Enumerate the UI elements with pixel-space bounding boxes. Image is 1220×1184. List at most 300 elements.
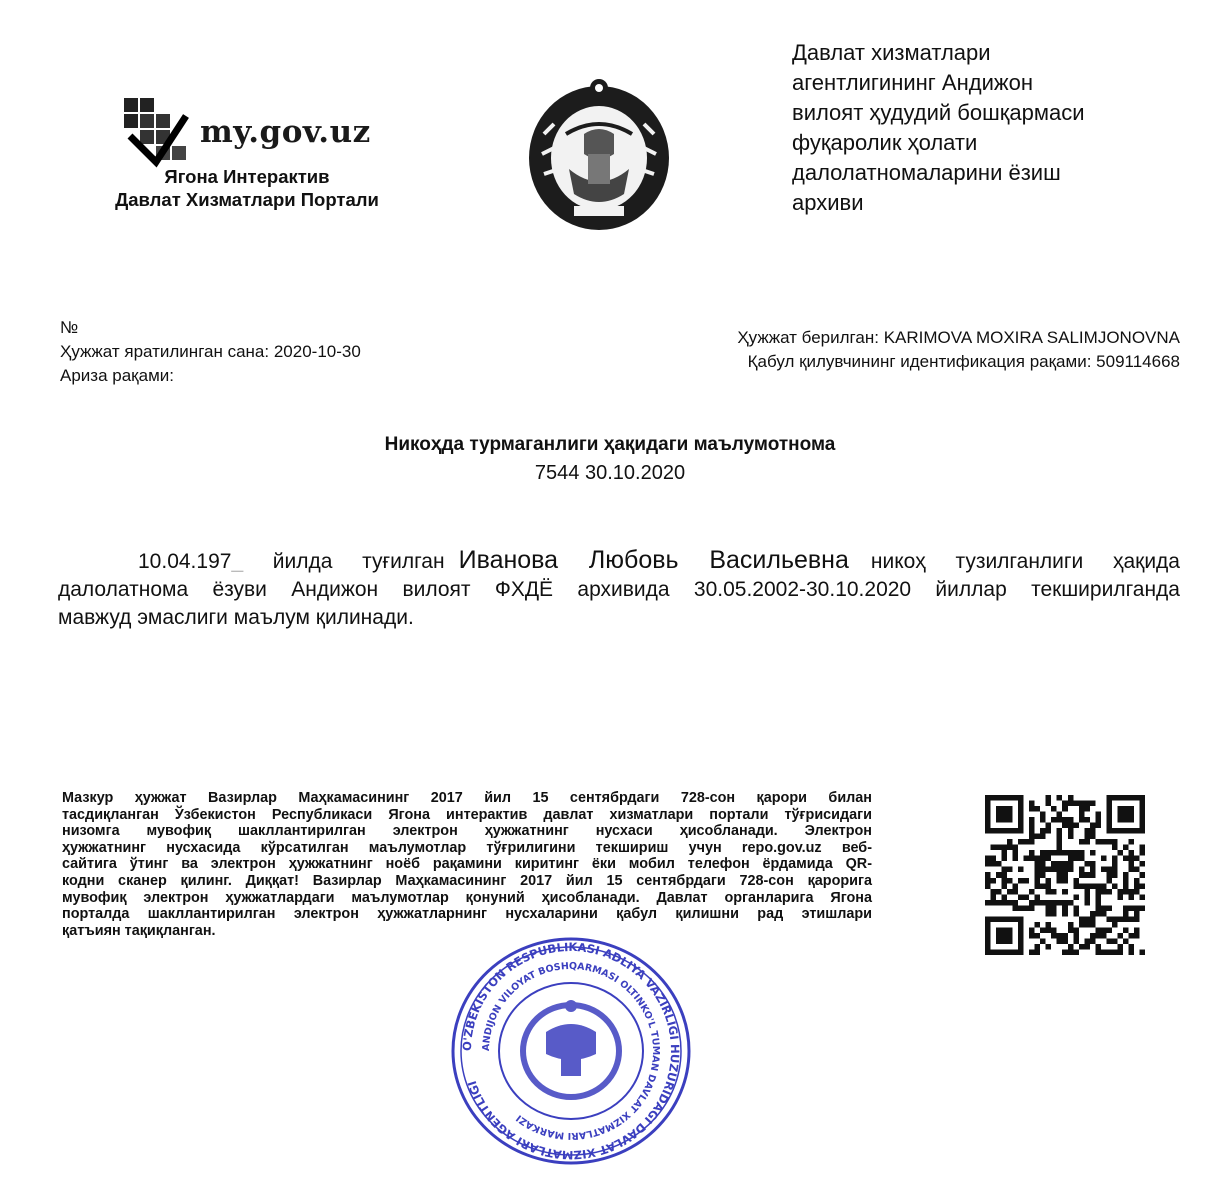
body-line: мавжуд эмаслиги маълум қилинади. — [58, 606, 414, 629]
qr-module — [1029, 900, 1035, 906]
qr-module — [1101, 933, 1107, 939]
qr-module — [991, 894, 997, 900]
qr-module — [1079, 817, 1085, 823]
qr-module — [1079, 801, 1085, 807]
qr-module — [996, 845, 1002, 851]
qr-module — [1068, 867, 1074, 873]
qr-module — [1062, 867, 1068, 873]
qr-module — [1057, 812, 1063, 818]
qr-module — [1079, 812, 1085, 818]
qr-module — [1073, 823, 1079, 829]
qr-module — [1128, 861, 1134, 867]
created-date-label: Ҳужжат яратилинган сана: — [60, 342, 270, 361]
qr-module — [1018, 894, 1024, 900]
qr-module — [1139, 872, 1145, 878]
qr-module — [1090, 850, 1096, 856]
qr-module — [1046, 795, 1052, 801]
qr-module — [1090, 916, 1096, 922]
state-emblem-icon — [514, 74, 684, 234]
qr-module — [996, 889, 1002, 895]
certificate-body — [58, 546, 1180, 632]
qr-module — [1084, 922, 1090, 928]
qr-module — [1090, 823, 1096, 829]
qr-module — [1073, 905, 1079, 911]
agency-line: агентлигининг Андижон — [792, 70, 1033, 95]
agency-line: далолатномаларини ёзиш — [792, 160, 1061, 185]
qr-module — [1084, 883, 1090, 889]
qr-module — [1018, 839, 1024, 845]
qr-module — [1002, 845, 1008, 851]
qr-module — [1046, 823, 1052, 829]
qr-module — [1112, 839, 1118, 845]
portal-checkmark-icon — [122, 96, 192, 168]
qr-module — [996, 861, 1002, 867]
document-number-date: 7544 30.10.2020 — [534, 462, 686, 484]
qr-module — [1084, 834, 1090, 840]
qr-module — [1128, 889, 1134, 895]
qr-module — [1035, 922, 1041, 928]
qr-module — [1024, 905, 1030, 911]
qr-module — [1134, 856, 1140, 862]
qr-module — [1101, 927, 1107, 933]
qr-module — [1035, 834, 1041, 840]
note-line: низомга мувофиқ шакллантирилган электрон ҳужжатнинг нусхаси ҳисобланади. Электрон — [62, 823, 872, 840]
qr-module — [1057, 872, 1063, 878]
qr-module — [1090, 883, 1096, 889]
qr-module — [1068, 861, 1074, 867]
qr-module — [1002, 872, 1008, 878]
qr-module — [1068, 817, 1074, 823]
qr-module — [1095, 927, 1101, 933]
qr-module — [1079, 872, 1085, 878]
qr-module — [1029, 801, 1035, 807]
note-line: ҳужжатнинг нусхасида кўрсатилган маълумотлар тўғрилигини текшириш учун repo.gov.uz веб- — [62, 839, 872, 856]
qr-module — [1029, 850, 1035, 856]
qr-module — [1112, 872, 1118, 878]
qr-module — [1123, 856, 1129, 862]
qr-module — [1139, 861, 1145, 867]
qr-module — [1073, 894, 1079, 900]
qr-module — [1079, 806, 1085, 812]
qr-module — [1079, 883, 1085, 889]
qr-module — [1134, 878, 1140, 884]
qr-module — [1123, 927, 1129, 933]
qr-module — [1095, 823, 1101, 829]
qr-module — [1101, 856, 1107, 862]
qr-module — [1073, 856, 1079, 862]
qr-module — [1095, 812, 1101, 818]
qr-module — [1117, 894, 1123, 900]
qr-module — [1018, 878, 1024, 884]
note-line: сайтига ўтинг ва электрон ҳужжатнинг ноёб рақамини киритинг ёки мобил телефон ёрдамида QR- — [62, 856, 872, 873]
qr-module — [1117, 889, 1123, 895]
qr-module — [1106, 872, 1112, 878]
qr-module — [1123, 905, 1129, 911]
qr-module — [1139, 894, 1145, 900]
qr-module — [1068, 949, 1074, 955]
qr-module — [1013, 856, 1019, 862]
qr-module — [1062, 850, 1068, 856]
qr-module — [1101, 949, 1107, 955]
qr-module — [1035, 949, 1041, 955]
stamp-inner-text: ANDIJON VILOYAT BOSHQARMASI OLTINKO'L TUMAN DAVLAT XIZMATLARI MARKAZI — [480, 960, 662, 1142]
qr-module — [1134, 883, 1140, 889]
qr-module — [1051, 900, 1057, 906]
qr-module — [1068, 795, 1074, 801]
qr-module — [1090, 911, 1096, 917]
qr-module — [1035, 872, 1041, 878]
qr-module — [1079, 856, 1085, 862]
qr-module — [1029, 949, 1035, 955]
qr-module — [1106, 878, 1112, 884]
qr-module — [1123, 911, 1129, 917]
qr-module — [1106, 839, 1112, 845]
legal-note — [62, 790, 872, 939]
qr-module — [1007, 900, 1013, 906]
application-number-label: Ариза рақами: — [60, 366, 174, 385]
born-text: йилда туғилган — [272, 550, 445, 573]
qr-module — [1079, 944, 1085, 950]
qr-module — [1046, 900, 1052, 906]
qr-module — [1040, 834, 1046, 840]
qr-module — [1013, 900, 1019, 906]
qr-module — [1106, 867, 1112, 873]
qr-module — [1051, 933, 1057, 939]
qr-module — [1112, 856, 1118, 862]
qr-module — [1018, 905, 1024, 911]
qr-module — [1057, 878, 1063, 884]
qr-module — [1007, 867, 1013, 873]
qr-module — [1029, 839, 1035, 845]
qr-module — [1029, 927, 1035, 933]
qr-module — [1002, 850, 1008, 856]
qr-module — [1051, 867, 1057, 873]
qr-module — [996, 900, 1002, 906]
qr-module — [1007, 878, 1013, 884]
qr-module — [1073, 883, 1079, 889]
person-name: Иванова Любовь Васильевна — [458, 546, 849, 574]
qr-module — [1057, 845, 1063, 851]
portal-logo — [82, 92, 412, 222]
recipient-id-row — [737, 350, 1180, 374]
qr-module — [1062, 801, 1068, 807]
note-line: Мазкур ҳужжат Вазирлар Маҳкамасининг 2017 йил 15 сентябрдаги 728-сон қарори билан — [62, 790, 872, 806]
document-meta-left — [60, 316, 361, 388]
qr-module — [1139, 949, 1145, 955]
qr-module — [985, 900, 991, 906]
qr-module — [1090, 872, 1096, 878]
qr-module — [1112, 949, 1118, 955]
agency-line: Давлат хизматлари — [792, 40, 991, 65]
qr-module — [1040, 883, 1046, 889]
qr-module — [1079, 850, 1085, 856]
qr-module — [1040, 900, 1046, 906]
recipient-id-label: Қабул қилувчининг идентификация рақами: — [747, 352, 1092, 371]
qr-module — [1024, 839, 1030, 845]
qr-module — [1024, 856, 1030, 862]
qr-module — [1057, 834, 1063, 840]
qr-module — [1035, 900, 1041, 906]
qr-module — [1079, 922, 1085, 928]
issuing-agency — [792, 38, 1192, 218]
qr-module — [991, 900, 997, 906]
qr-module — [1002, 878, 1008, 884]
qr-module — [1062, 872, 1068, 878]
qr-module — [1123, 872, 1129, 878]
qr-module — [1051, 806, 1057, 812]
qr-module — [1051, 850, 1057, 856]
qr-module — [1101, 867, 1107, 873]
qr-module — [1134, 911, 1140, 917]
qr-module — [1051, 905, 1057, 911]
qr-module — [1073, 911, 1079, 917]
qr-module — [1095, 889, 1101, 895]
qr-module — [1090, 867, 1096, 873]
qr-module — [1128, 839, 1134, 845]
qr-module — [1139, 883, 1145, 889]
qr-module — [1084, 944, 1090, 950]
qr-module — [1013, 883, 1019, 889]
qr-module — [1040, 828, 1046, 834]
qr-module — [1035, 867, 1041, 873]
qr-module — [1057, 867, 1063, 873]
qr-module — [1134, 933, 1140, 939]
qr-module — [1079, 916, 1085, 922]
qr-module — [1040, 867, 1046, 873]
qr-module — [1051, 817, 1057, 823]
qr-module — [985, 856, 991, 862]
qr-module — [1084, 872, 1090, 878]
qr-module — [1035, 861, 1041, 867]
qr-module — [1029, 889, 1035, 895]
qr-module — [1029, 817, 1035, 823]
qr-module — [1046, 883, 1052, 889]
qr-module — [1128, 905, 1134, 911]
qr-module — [1029, 834, 1035, 840]
qr-module — [1068, 834, 1074, 840]
qr-module — [991, 845, 997, 851]
qr-module — [1073, 801, 1079, 807]
qr-module — [1068, 828, 1074, 834]
qr-module — [1002, 856, 1008, 862]
qr-module — [1035, 933, 1041, 939]
qr-module — [1128, 867, 1134, 873]
qr-module — [1068, 823, 1074, 829]
qr-module — [991, 878, 997, 884]
qr-module — [1029, 823, 1035, 829]
qr-module — [1046, 944, 1052, 950]
created-date-row — [60, 340, 361, 364]
qr-module — [991, 861, 997, 867]
document-number-label: № — [60, 318, 79, 337]
qr-module — [1134, 889, 1140, 895]
qr-module — [1112, 922, 1118, 928]
qr-module — [1123, 883, 1129, 889]
qr-module — [1046, 878, 1052, 884]
qr-module — [1090, 938, 1096, 944]
qr-module — [1057, 795, 1063, 801]
qr-module — [1095, 817, 1101, 823]
qr-module — [1106, 927, 1112, 933]
qr-module — [1128, 916, 1134, 922]
qr-module — [1035, 894, 1041, 900]
qr-module — [1057, 828, 1063, 834]
qr-module — [1084, 806, 1090, 812]
qr-module — [996, 872, 1002, 878]
issued-to-row — [737, 326, 1180, 350]
qr-module — [1068, 850, 1074, 856]
qr-module — [1046, 828, 1052, 834]
qr-module — [1035, 856, 1041, 862]
qr-module — [1062, 878, 1068, 884]
qr-module — [1117, 933, 1123, 939]
qr-module — [1051, 889, 1057, 895]
note-line: порталда шакллантирилган электрон ҳужжатларнинг нусхаларини қабул қилишни рад этишлари — [62, 906, 872, 923]
qr-module — [1051, 911, 1057, 917]
qr-module — [1090, 834, 1096, 840]
qr-module — [1002, 894, 1008, 900]
qr-module — [1139, 850, 1145, 856]
qr-module — [1112, 861, 1118, 867]
round-seal-stamp-icon — [446, 934, 696, 1168]
qr-module — [1128, 944, 1134, 950]
qr-module — [1068, 927, 1074, 933]
qr-module — [1013, 905, 1019, 911]
qr-module — [1101, 883, 1107, 889]
qr-module — [1134, 905, 1140, 911]
qr-module — [985, 872, 991, 878]
qr-module — [1106, 905, 1112, 911]
qr-module — [1128, 850, 1134, 856]
qr-module — [1062, 806, 1068, 812]
qr-module — [1128, 894, 1134, 900]
qr-module — [1046, 801, 1052, 807]
qr-module — [1112, 916, 1118, 922]
qr-module — [1139, 905, 1145, 911]
qr-module — [1007, 839, 1013, 845]
qr-module — [1117, 850, 1123, 856]
qr-module — [1106, 916, 1112, 922]
portal-domain: my.gov.uz — [200, 114, 371, 150]
qr-module — [1068, 944, 1074, 950]
qr-module — [1046, 867, 1052, 873]
qr-module — [1035, 883, 1041, 889]
qr-module — [1106, 949, 1112, 955]
qr-module — [1024, 894, 1030, 900]
qr-module — [1090, 933, 1096, 939]
qr-module — [1123, 878, 1129, 884]
document-title: Никоҳда турмаганлиги ҳақидаги маълумотнома — [384, 434, 836, 455]
qr-module — [1112, 845, 1118, 851]
document-meta-right — [737, 326, 1180, 374]
qr-module — [1079, 839, 1085, 845]
qr-module — [1117, 949, 1123, 955]
qr-module — [1040, 927, 1046, 933]
qr-module — [1062, 949, 1068, 955]
qr-module — [1095, 905, 1101, 911]
qr-module — [1084, 900, 1090, 906]
qr-module — [1134, 867, 1140, 873]
qr-module — [1062, 933, 1068, 939]
qr-module — [1073, 933, 1079, 939]
qr-module — [1002, 900, 1008, 906]
recipient-id-value: 509114668 — [1096, 352, 1180, 371]
qr-module — [1024, 878, 1030, 884]
qr-module — [1002, 867, 1008, 873]
qr-module — [1057, 861, 1063, 867]
qr-module — [1057, 900, 1063, 906]
qr-module — [1057, 817, 1063, 823]
qr-module — [1101, 839, 1107, 845]
qr-module — [1134, 927, 1140, 933]
qr-module — [1062, 938, 1068, 944]
qr-module — [1084, 817, 1090, 823]
qr-module — [1084, 889, 1090, 895]
note-line: қатъиян тақиқланган. — [62, 922, 216, 939]
portal-name-line1: Ягона Интерактив — [164, 166, 330, 187]
qr-module — [991, 856, 997, 862]
qr-module — [1040, 872, 1046, 878]
qr-module — [1073, 850, 1079, 856]
agency-line: вилоят ҳудудий бошқармаси — [792, 100, 1085, 125]
qr-module — [1057, 839, 1063, 845]
qr-module — [1062, 823, 1068, 829]
issued-to-label: Ҳужжат берилган: — [737, 328, 879, 347]
qr-module — [1073, 878, 1079, 884]
qr-module — [1046, 922, 1052, 928]
qr-module — [1040, 856, 1046, 862]
qr-module — [1002, 883, 1008, 889]
qr-module — [985, 861, 991, 867]
qr-module — [1090, 922, 1096, 928]
qr-module — [1046, 927, 1052, 933]
qr-module — [1062, 889, 1068, 895]
note-line: мувофиқ электрон ҳужжатлардаги маълумотлар қонуний ҳисобланади. Давлат органларига Ягона — [62, 889, 872, 906]
qr-module — [1090, 828, 1096, 834]
qr-module — [1029, 905, 1035, 911]
qr-module — [1051, 927, 1057, 933]
qr-module — [1123, 889, 1129, 895]
qr-module — [1035, 944, 1041, 950]
qr-module — [1035, 878, 1041, 884]
qr-module — [1046, 889, 1052, 895]
qr-module — [1112, 883, 1118, 889]
note-line: тасдиқланган Ўзбекистон Республикаси Ягона интерактив давлат хизматлари портали тўғрисидаги — [62, 806, 872, 823]
qr-module — [1018, 867, 1024, 873]
qr-module — [1073, 938, 1079, 944]
qr-module — [1095, 883, 1101, 889]
qr-module — [1046, 850, 1052, 856]
qr-module — [1123, 916, 1129, 922]
qr-module — [1057, 938, 1063, 944]
qr-module — [1117, 916, 1123, 922]
qr-module — [1013, 889, 1019, 895]
qr-module — [1062, 911, 1068, 917]
qr-module — [1095, 944, 1101, 950]
qr-module — [1057, 850, 1063, 856]
qr-module — [1046, 856, 1052, 862]
qr-module — [1128, 949, 1134, 955]
qr-module — [1062, 900, 1068, 906]
agency-line: фуқаролик ҳолати — [792, 130, 978, 155]
qr-module — [1029, 933, 1035, 939]
body-line: далолатнома ёзуви Андижон вилоят ФХДЁ архивида 30.05.2002-30.10.2020 йиллар текширилганда — [58, 578, 1180, 601]
qr-module — [991, 889, 997, 895]
qr-module — [1128, 856, 1134, 862]
issued-to-value: KARIMOVA MOXIRA SALIMJONOVNA — [883, 328, 1180, 347]
qr-module — [1046, 911, 1052, 917]
qr-module — [1128, 933, 1134, 939]
